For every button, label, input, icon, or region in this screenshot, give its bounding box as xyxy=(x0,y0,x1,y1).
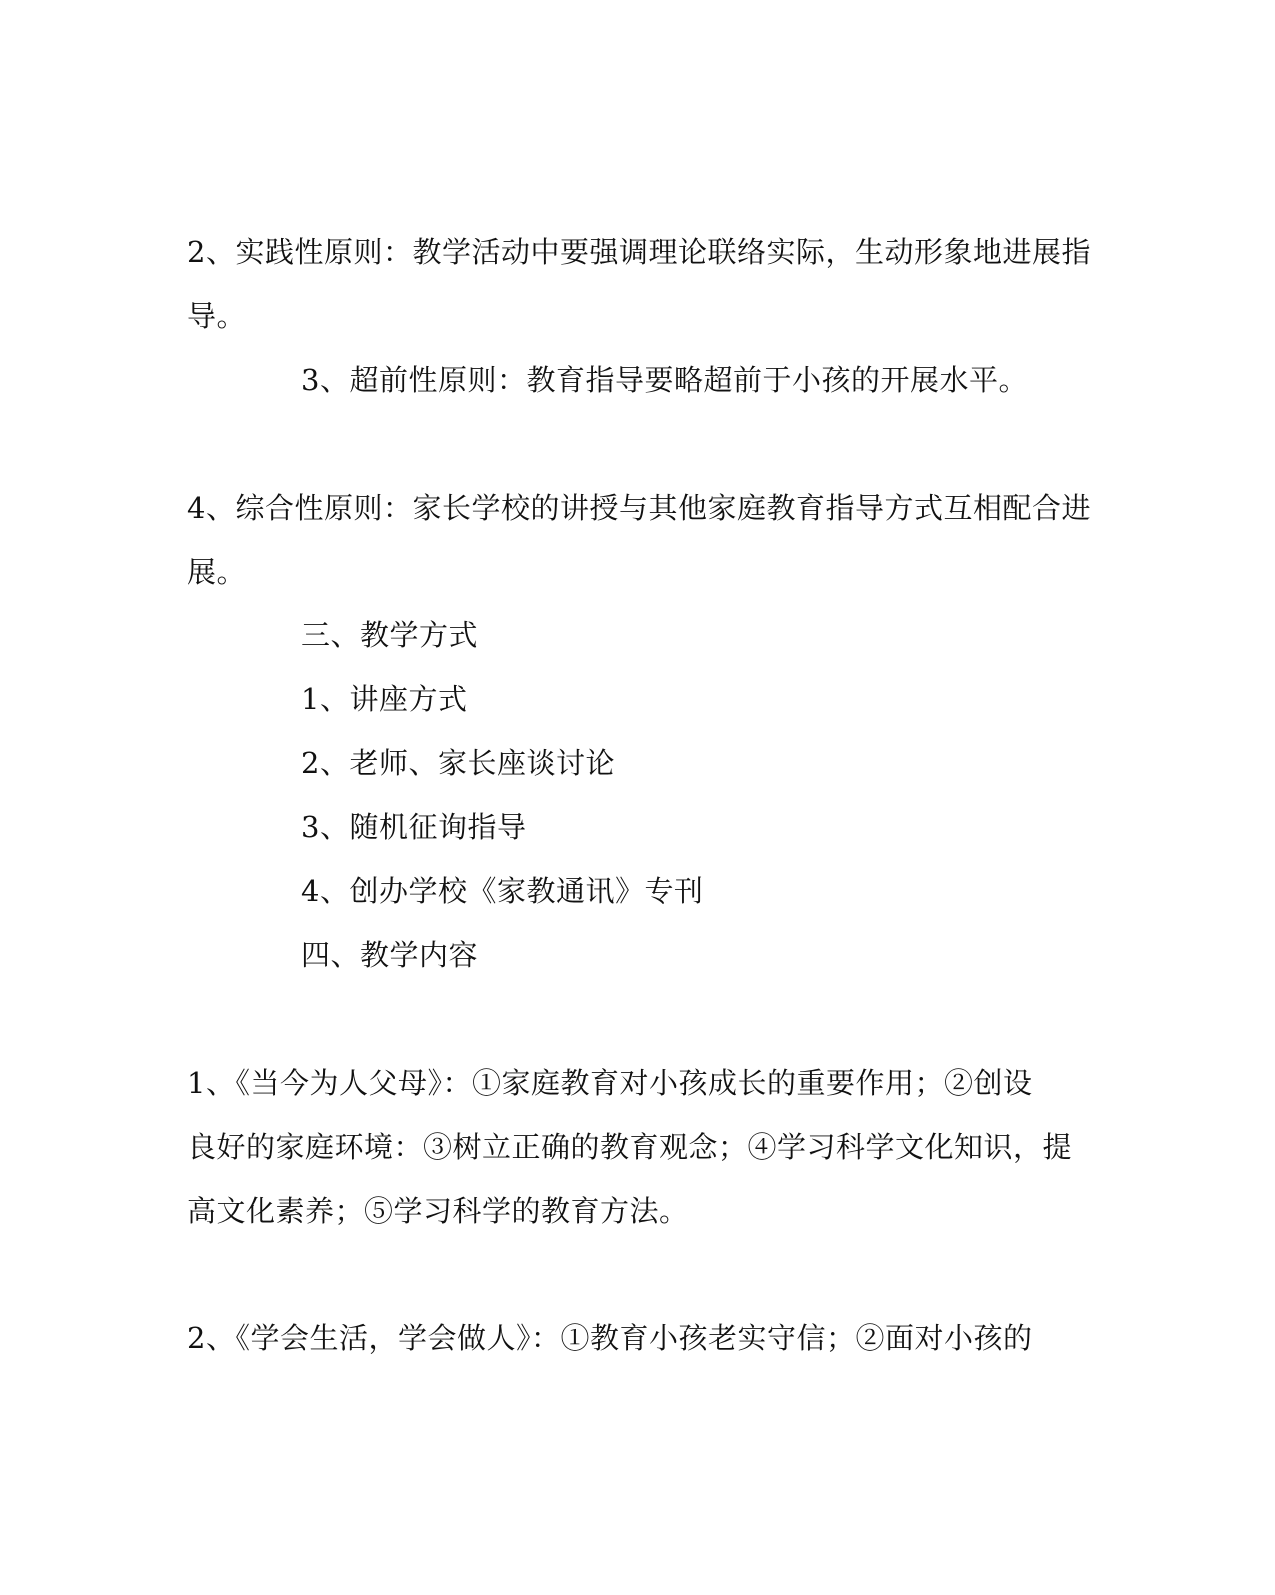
content-1-line-1: 1、《当今为人父母》：①家庭教育对小孩成长的重要作用；②创设 xyxy=(187,1066,1033,1100)
section-heading-teaching-methods: 三、教学方式 xyxy=(301,618,479,652)
principle-2-line-2: 导。 xyxy=(187,299,247,333)
principle-3: 3、超前性原则：教育指导要略超前于小孩的开展水平。 xyxy=(301,363,1028,397)
content-2-line-1: 2、《学会生活，学会做人》：①教育小孩老实守信；②面对小孩的 xyxy=(187,1321,1033,1355)
principle-4-line-1: 4、综合性原则：家长学校的讲授与其他家庭教育指导方式互相配合进 xyxy=(187,491,1091,525)
content-1-line-2: 良好的家庭环境：③树立正确的教育观念；④学习科学文化知识，提 xyxy=(187,1130,1073,1164)
method-3: 3、随机征询指导 xyxy=(301,810,527,844)
principle-4-line-2: 展。 xyxy=(187,555,247,589)
method-4: 4、创办学校《家教通讯》专刊 xyxy=(301,874,704,908)
method-2: 2、老师、家长座谈讨论 xyxy=(301,746,615,780)
method-1: 1、讲座方式 xyxy=(301,682,468,716)
principle-2-line-1: 2、实践性原则：教学活动中要强调理论联络实际，生动形象地进展指 xyxy=(187,235,1091,269)
content-1-line-3: 高文化素养；⑤学习科学的教育方法。 xyxy=(187,1194,689,1228)
section-heading-teaching-content: 四、教学内容 xyxy=(301,938,479,972)
